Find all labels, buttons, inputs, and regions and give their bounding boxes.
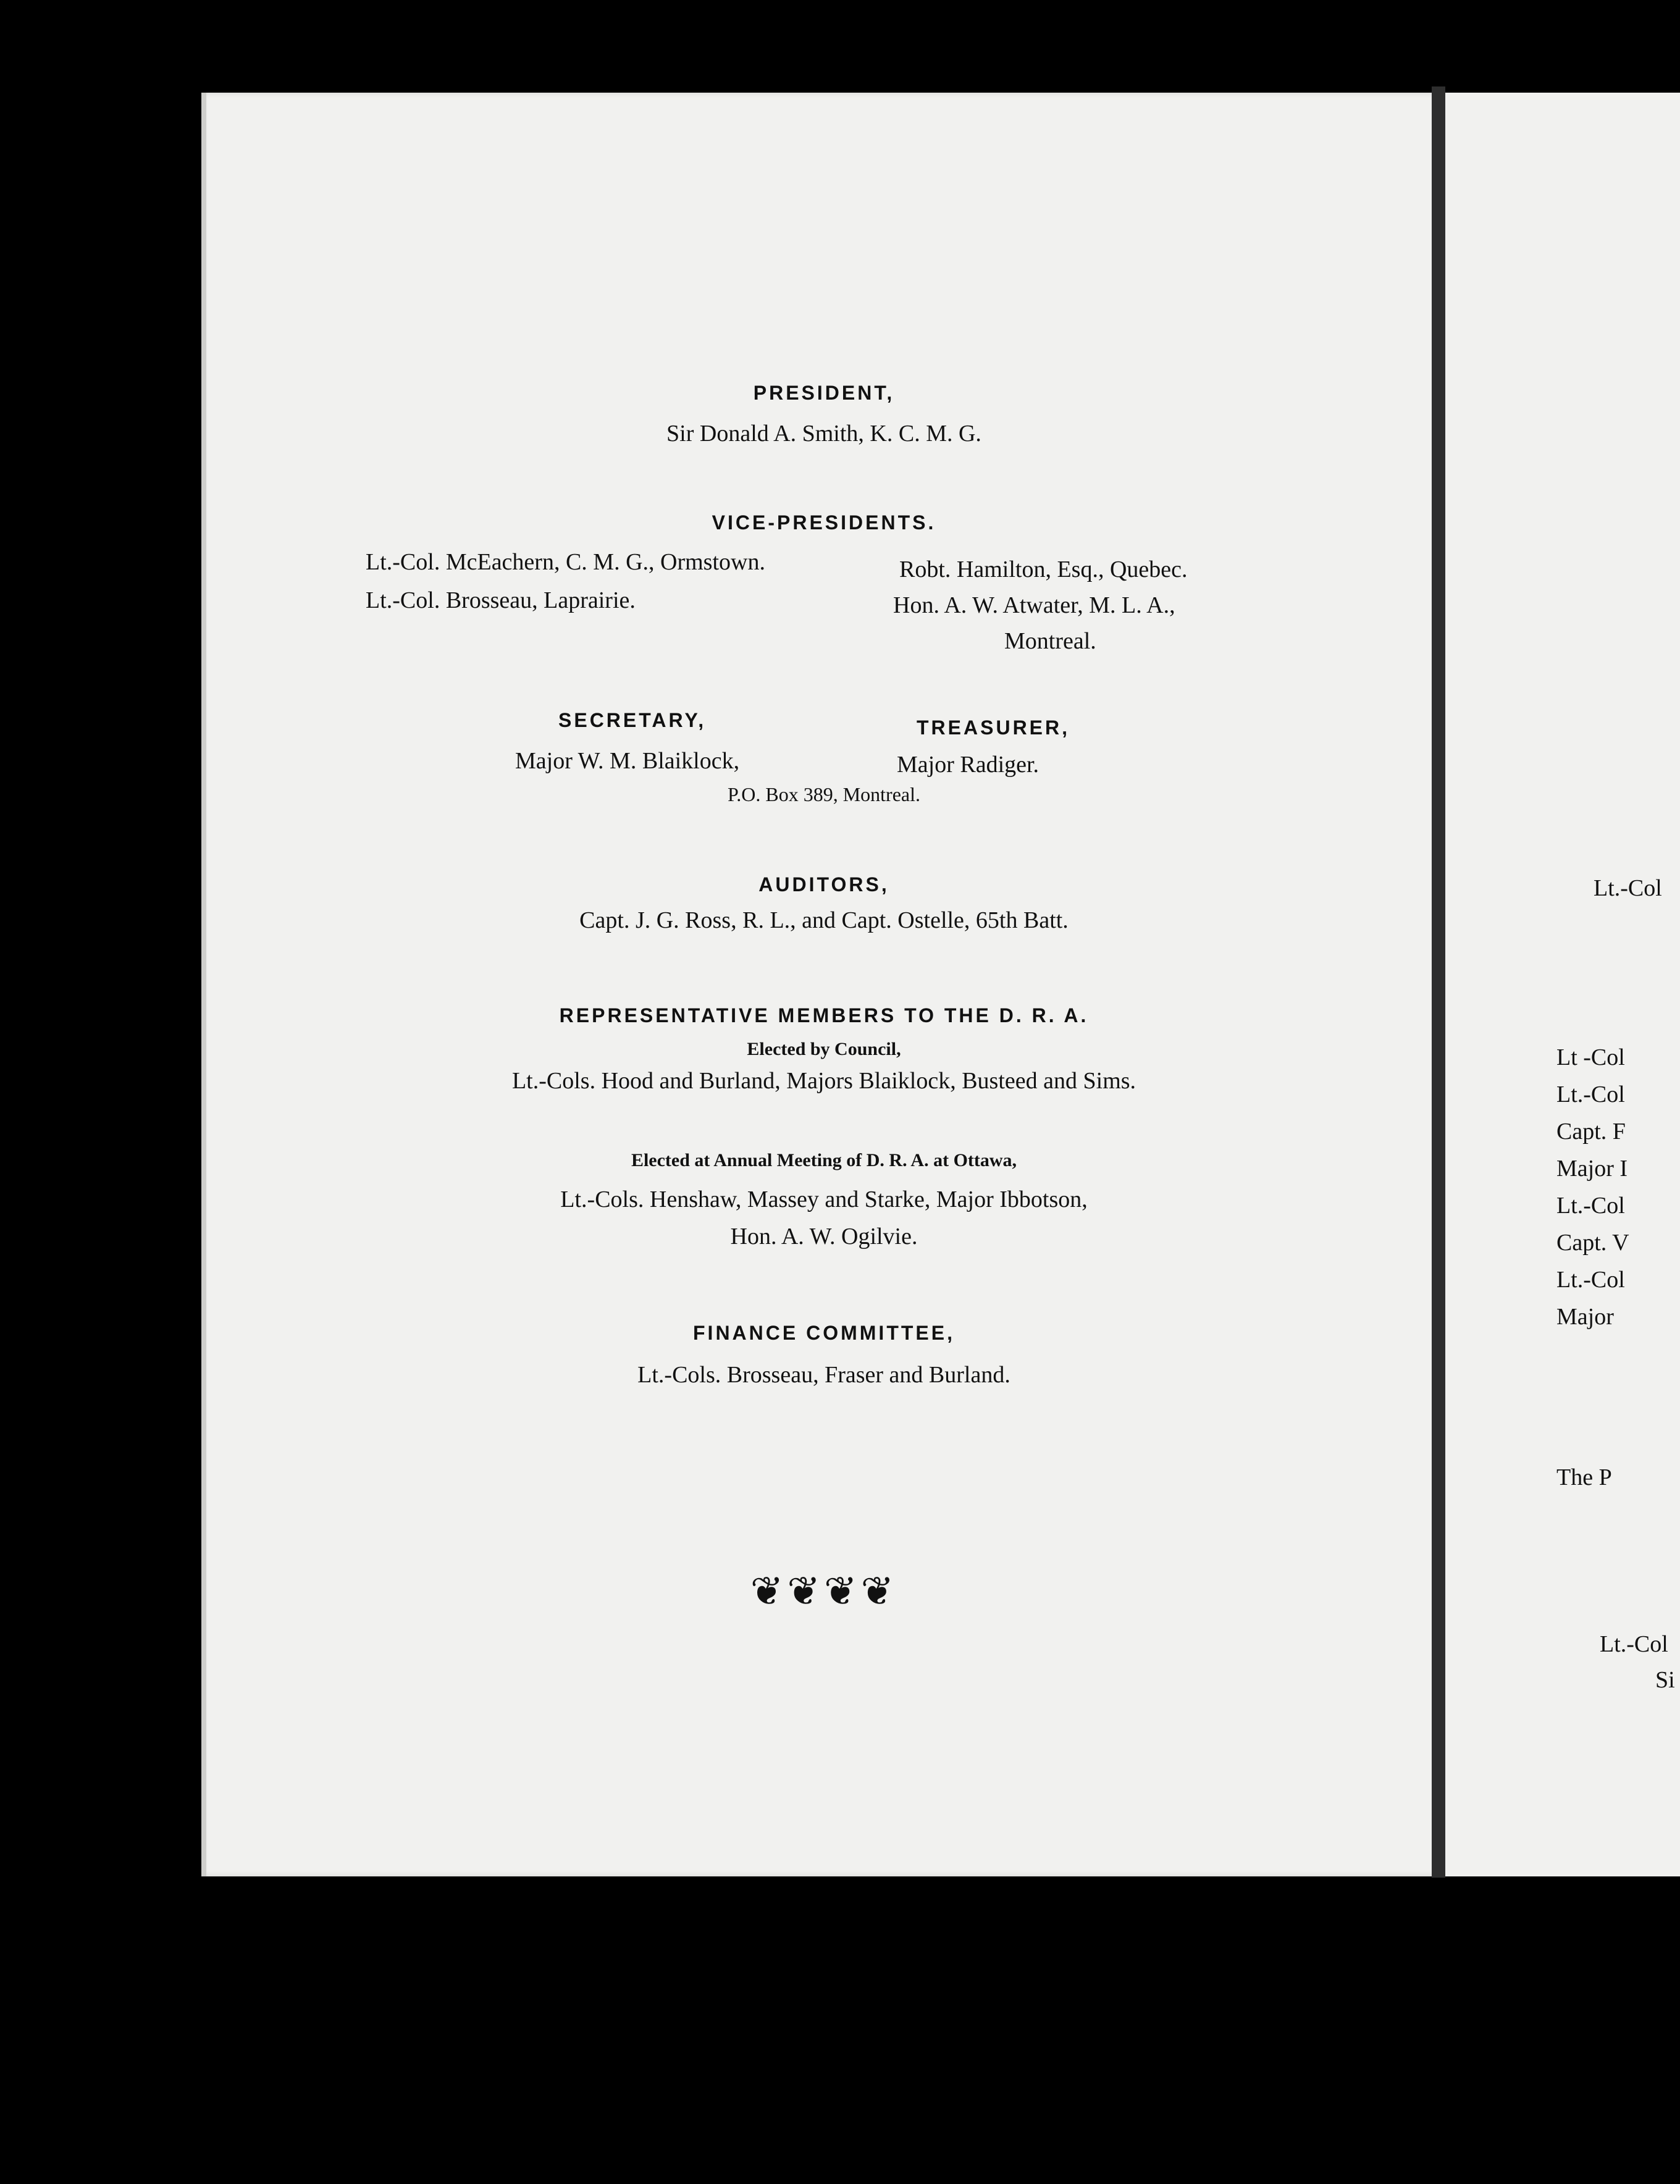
right-fragment: Lt.-Col [1600, 1631, 1668, 1657]
vice-president-left-1: Lt.-Col. McEachern, C. M. G., Ormstown. [366, 549, 765, 575]
ornament-fleurons: ❦❦❦❦ [750, 1569, 898, 1613]
vice-president-left-2: Lt.-Col. Brosseau, Laprairie. [366, 587, 636, 613]
left-page [201, 93, 1442, 1876]
representatives-council-label: Elected by Council, [747, 1039, 901, 1059]
treasurer-name: Major Radiger. [897, 752, 1040, 778]
secretary-heading: SECRETARY, [558, 709, 707, 731]
right-fragment: Lt.-Col [1556, 1193, 1625, 1219]
right-fragment: Lt.-Col [1594, 875, 1662, 901]
auditors-heading: AUDITORS, [758, 873, 889, 896]
right-page [1445, 93, 1680, 1876]
right-fragment: Major I [1556, 1156, 1628, 1182]
book-gutter [1432, 86, 1445, 1878]
representatives-meeting-names-1: Lt.-Cols. Henshaw, Massey and Starke, Major Ibbotson, [560, 1186, 1088, 1212]
president-name: Sir Donald A. Smith, K. C. M. G. [666, 421, 981, 447]
president-heading: PRESIDENT, [753, 382, 895, 404]
right-fragment: Major [1556, 1304, 1614, 1330]
representatives-heading: REPRESENTATIVE MEMBERS TO THE D. R. A. [559, 1004, 1089, 1027]
finance-names: Lt.-Cols. Brosseau, Fraser and Burland. [637, 1362, 1010, 1388]
finance-heading: FINANCE COMMITTEE, [693, 1322, 955, 1344]
right-fragment: Lt -Col [1556, 1044, 1625, 1070]
representatives-council-names: Lt.-Cols. Hood and Burland, Majors Blaiklock, Busteed and Sims. [511, 1068, 1136, 1094]
vice-presidents-heading: VICE-PRESIDENTS. [712, 511, 936, 534]
right-fragment: Lt.-Col [1556, 1267, 1625, 1293]
vice-president-right-3: Montreal. [1004, 628, 1096, 654]
auditors-names: Capt. J. G. Ross, R. L., and Capt. Ostelle, 65th Batt. [579, 907, 1069, 933]
secretary-address: P.O. Box 389, Montreal. [728, 783, 920, 805]
right-fragment: Capt. V [1556, 1230, 1629, 1256]
representatives-meeting-label: Elected at Annual Meeting of D. R. A. at Ottawa, [631, 1150, 1017, 1170]
representatives-meeting-names-2: Hon. A. W. Ogilvie. [730, 1224, 918, 1250]
secretary-name: Major W. M. Blaiklock, [515, 748, 740, 774]
right-fragment: Si [1655, 1667, 1675, 1693]
right-fragment: The P [1556, 1464, 1612, 1490]
right-fragment: Lt.-Col [1556, 1082, 1625, 1107]
vice-president-right-2: Hon. A. W. Atwater, M. L. A., [893, 592, 1175, 618]
vice-president-right-1: Robt. Hamilton, Esq., Quebec. [899, 556, 1188, 582]
treasurer-heading: TREASURER, [917, 716, 1070, 739]
right-fragment: Capt. F [1556, 1119, 1626, 1144]
